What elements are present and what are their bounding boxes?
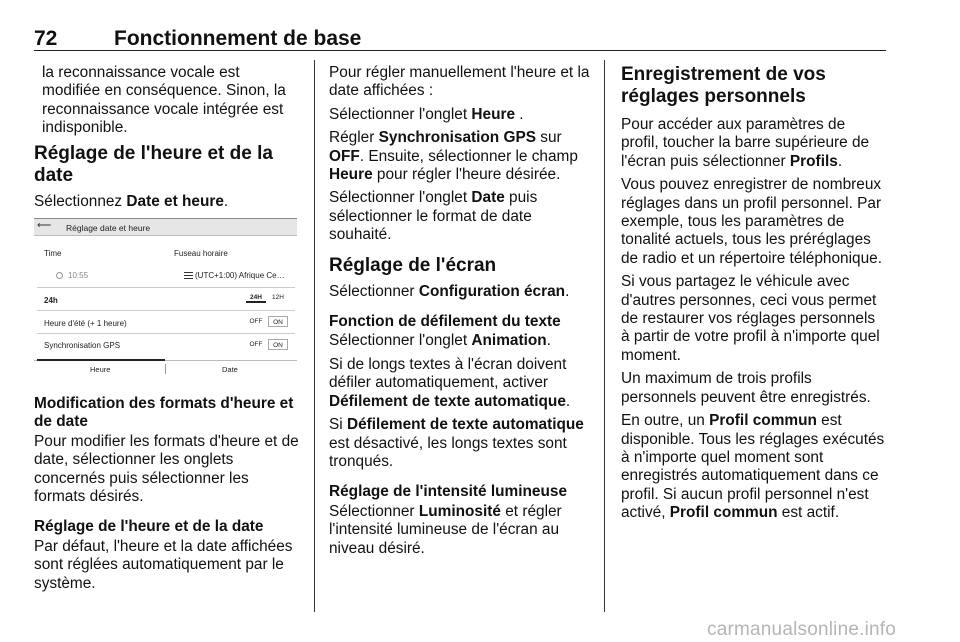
heading-brightness: Réglage de l'intensité lumineuse (329, 483, 567, 501)
figure-dst-label: Heure d'été (+ 1 heure) (44, 319, 127, 329)
clock-icon (56, 272, 63, 279)
format-change-paragraph: Pour modifier les formats d'heure et de date, sélectionner les onglets concernés puis sélectionner les formats désirés. (34, 432, 299, 506)
figure-divider (37, 333, 295, 334)
figure-12h-button[interactable]: 12H (272, 294, 284, 302)
page-number: 72 (34, 27, 58, 50)
figure-dst-off-button[interactable]: OFF (249, 318, 263, 326)
list-icon (184, 272, 193, 279)
screen-config-paragraph: Sélectionner Configuration écran. (329, 282, 570, 300)
figure-gps-on-button[interactable]: ON (268, 339, 288, 350)
animation-tab-paragraph: Sélectionner l'onglet Animation. (329, 332, 551, 350)
select-date-time-paragraph: Sélectionnez Date et heure. (34, 192, 229, 210)
figure-gps-label: Synchronisation GPS (44, 341, 121, 351)
scroll-disabled-paragraph: Si Défilement de texte automatique est désactivé, les longs textes sont tronqués. (329, 416, 584, 470)
set-date-time-paragraph: Par défaut, l'heure et la date affichées sont réglées automatiquement par le système. (34, 537, 293, 592)
chapter-title: Fonctionnement de base (114, 27, 362, 50)
date-time-settings-screenshot (34, 218, 297, 377)
figure-divider (37, 310, 295, 311)
figure-divider (37, 287, 295, 288)
figure-gps-off-button[interactable]: OFF (249, 341, 263, 349)
common-profile-paragraph: En outre, un Profil commun est disponible. Tous les réglages exécutés à n'importe quel moment sont enregistrés automatiquement dans ce profil. Si aucun profil personnel n'est activé, Profil commun est actif. (621, 412, 885, 522)
figure-time-field[interactable]: 10:55 (56, 271, 88, 281)
column-divider-2 (604, 60, 605, 612)
heading-screen-settings: Réglage de l'écran (329, 254, 497, 276)
figure-tab-bar (34, 360, 297, 378)
brightness-paragraph: Sélectionner Luminosité et régler l'intensité lumineuse de l'écran au niveau désiré. (329, 502, 562, 557)
page-header (34, 27, 886, 51)
intro-paragraph: la reconnaissance vocale est modifiée en conséquence. Sinon, la reconnaissance vocale intégrée est indisponible. (42, 64, 286, 137)
column-1 (34, 64, 300, 598)
figure-tab-separator (165, 364, 166, 374)
figure-screen-title: Réglage date et heure (66, 223, 151, 234)
figure-active-tab-indicator (37, 359, 165, 361)
profile-share-paragraph: Si vous partagez le véhicule avec d'autres personnes, ceci vous permet de restaurer vos réglages personnels à partir de votre profil à n'importe quel moment. (621, 273, 880, 364)
heading-personal-settings: Enregistrement de vos réglages personnels (621, 64, 826, 107)
profile-max-paragraph: Un maximum de trois profils personnels peuvent être enregistrés. (621, 370, 871, 406)
manual-set-paragraph: Pour régler manuellement l'heure et la date affichées : (329, 64, 590, 100)
heading-date-time: Réglage de l'heure et de la date (34, 142, 273, 186)
column-divider-1 (314, 60, 315, 612)
heading-format-change: Modification des formats d'heure et de date (34, 395, 294, 431)
figure-24h-label: 24h (44, 296, 58, 306)
heading-set-date-time: Réglage de l'heure et de la date (34, 518, 264, 536)
select-heure-tab-paragraph: Sélectionner l'onglet Heure . (329, 105, 524, 123)
gps-sync-paragraph: Régler Synchronisation GPS sur OFF. Ensuite, sélectionner le champ Heure pour régler l'heure désirée. (329, 129, 578, 184)
column-3 (621, 64, 887, 528)
select-date-tab-paragraph: Sélectionner l'onglet Date puis sélectionner le format de date souhaité. (329, 189, 538, 244)
profile-access-paragraph: Pour accéder aux paramètres de profil, toucher la barre supérieure de l'écran puis sélectionner Profils. (621, 116, 870, 170)
profile-save-paragraph: Vous pouvez enregistrer de nombreux réglages dans un profil personnel. Par exemple, tous les paramètres de tonalité actuels, tous les préréglages de radio et un répertoire téléphonique. (621, 176, 882, 267)
figure-dst-on-button[interactable]: ON (268, 316, 288, 327)
column-2 (329, 64, 595, 563)
figure-24h-button[interactable]: 24H (246, 292, 266, 303)
figure-tab-heure[interactable]: Heure (90, 365, 111, 375)
figure-title-bar (34, 219, 297, 236)
arrow-left-icon[interactable]: ⟵ (37, 220, 52, 232)
figure-timezone-field[interactable]: (UTC+1:00) Afrique Ce… (184, 271, 285, 281)
watermark: carmanualsonline.info (707, 619, 897, 640)
figure-tab-date[interactable]: Date (222, 365, 238, 375)
heading-text-scroll: Fonction de défilement du texte (329, 313, 561, 331)
auto-scroll-paragraph: Si de longs textes à l'écran doivent défiler automatiquement, activer Défilement de texte automatique. (329, 355, 571, 410)
figure-timezone-header: Fuseau horaire (174, 249, 228, 259)
figure-time-header: Time (44, 249, 62, 259)
